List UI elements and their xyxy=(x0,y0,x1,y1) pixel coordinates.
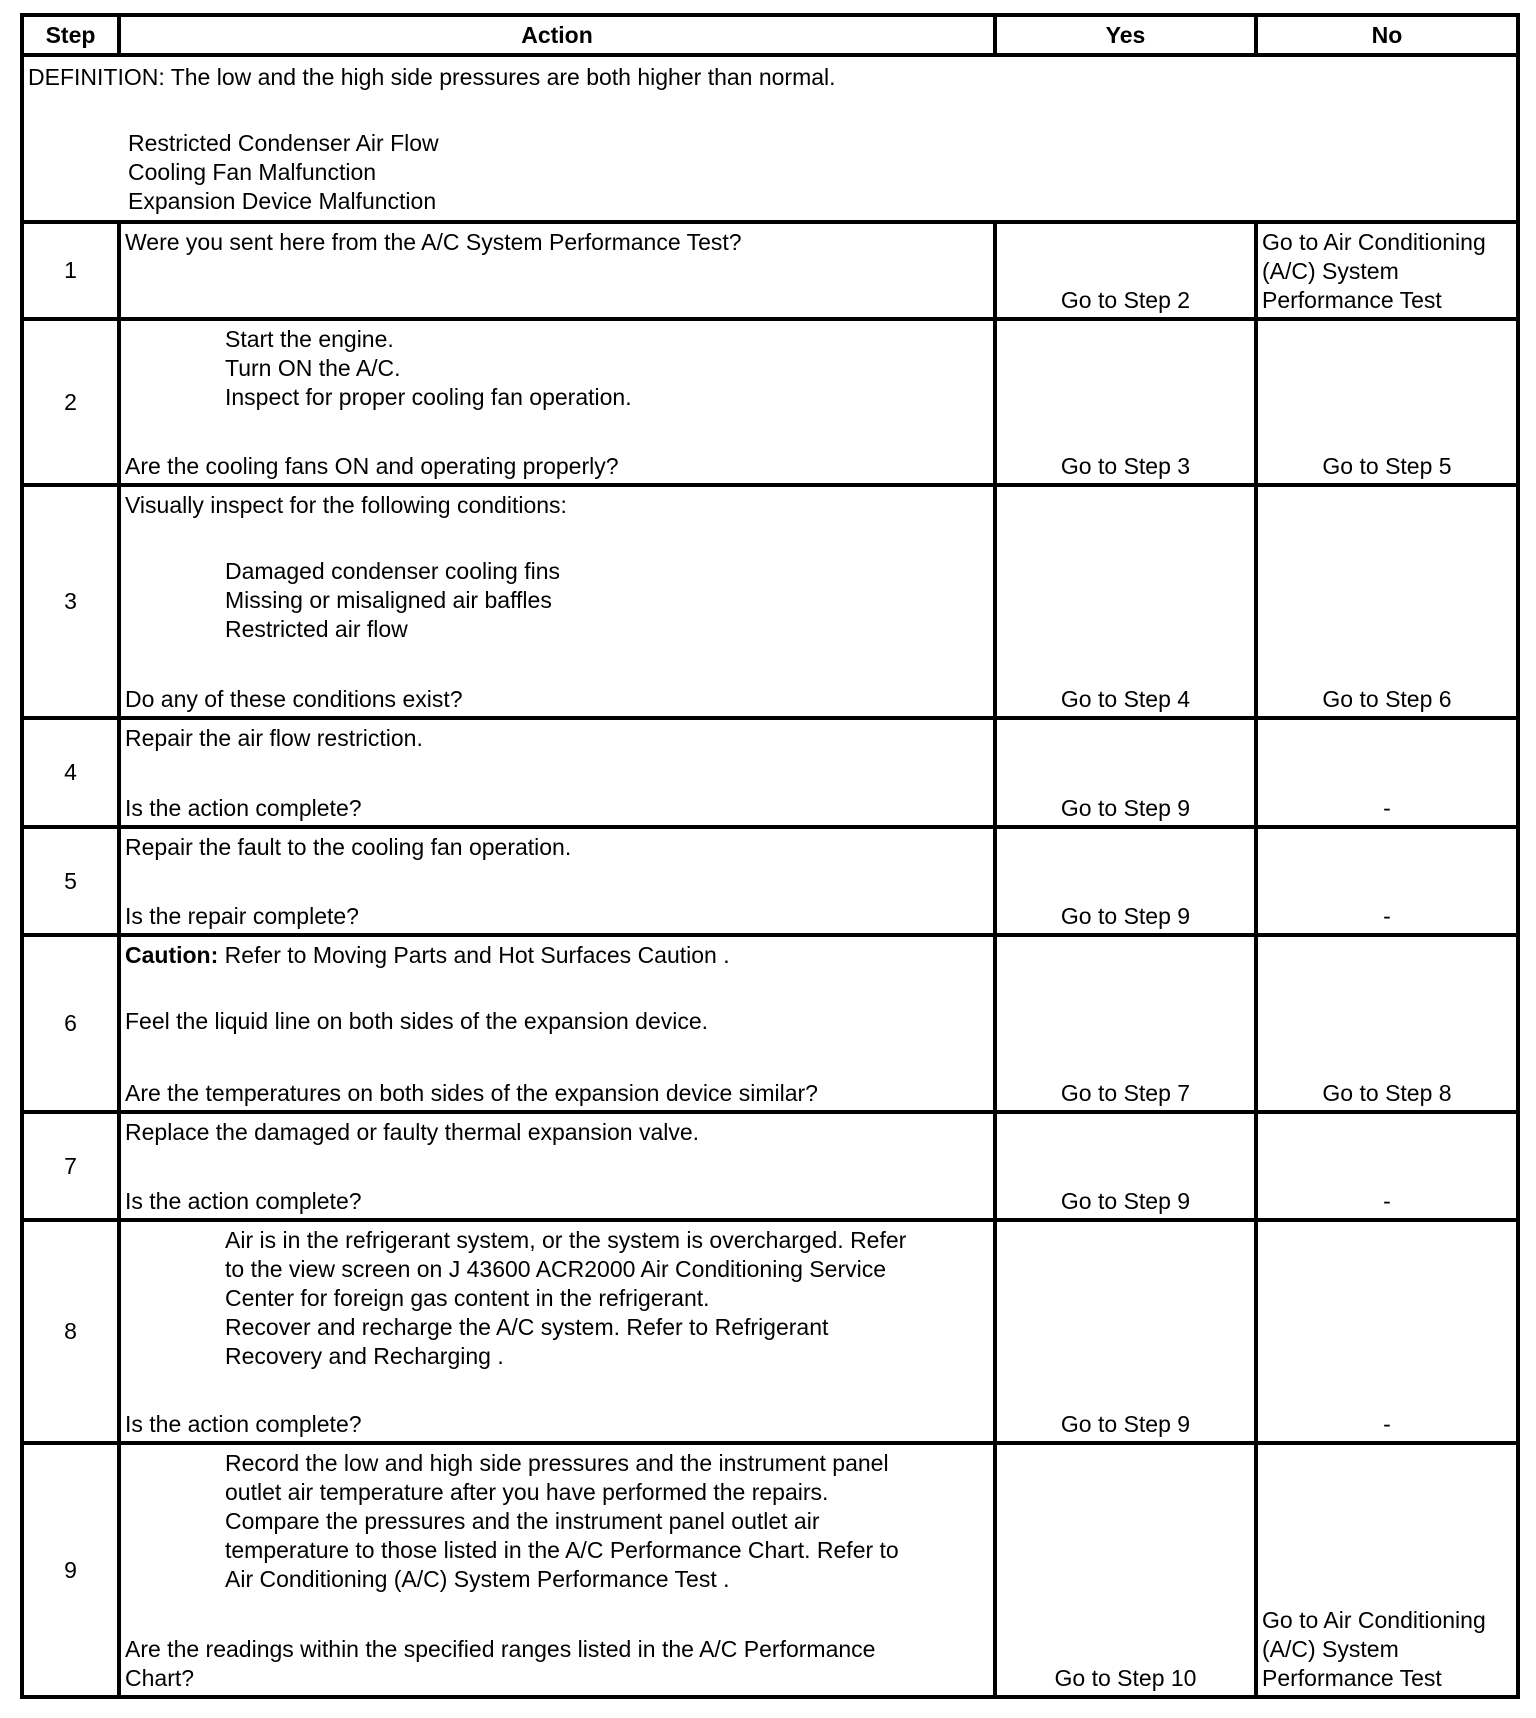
action-question: Chart? xyxy=(125,1665,195,1691)
no-link-line: Performance Test xyxy=(1262,287,1442,313)
step-number: 1 xyxy=(22,222,119,319)
caution-link[interactable]: Refer to Moving Parts and Hot Surfaces Caution . xyxy=(218,942,730,968)
no-dash: - xyxy=(1383,903,1391,929)
action-cell xyxy=(119,319,995,485)
yes-link[interactable]: Go to Step 2 xyxy=(1060,287,1191,313)
header-no: No xyxy=(1256,15,1518,55)
no-link-line: (A/C) System xyxy=(1262,1636,1399,1662)
no-cell xyxy=(1256,222,1518,319)
action-bullet: Compare the pressures and the instrument panel outlet air xyxy=(225,1508,820,1534)
no-cell xyxy=(1256,935,1518,1112)
header-step: Step xyxy=(22,15,119,55)
action-question: Is the action complete? xyxy=(125,1411,362,1437)
action-bullet: Restricted air flow xyxy=(225,616,408,642)
no-link-line: Go to Air Conditioning xyxy=(1262,229,1486,255)
no-cell xyxy=(1256,485,1518,718)
cause-item: Expansion Device Malfunction xyxy=(128,188,437,214)
yes-link[interactable]: Go to Step 7 xyxy=(1060,1080,1191,1106)
yes-link[interactable]: Go to Step 9 xyxy=(1060,903,1191,929)
action-bullet: Center for foreign gas content in the refrigerant. xyxy=(225,1285,710,1311)
action-question: Are the temperatures on both sides of the expansion device similar? xyxy=(125,1080,818,1106)
action-cell xyxy=(119,718,995,827)
yes-link[interactable]: Go to Step 9 xyxy=(1060,1411,1191,1437)
action-bullet: outlet air temperature after you have performed the repairs. xyxy=(225,1479,829,1505)
yes-cell xyxy=(995,827,1256,935)
no-cell xyxy=(1256,827,1518,935)
no-link[interactable]: Go to Step 5 xyxy=(1322,453,1452,479)
step-row xyxy=(22,222,1518,319)
caution-label: Caution: xyxy=(125,942,219,968)
no-cell xyxy=(1256,718,1518,827)
cause-item: Restricted Condenser Air Flow xyxy=(128,130,439,156)
action-cell xyxy=(119,1220,995,1443)
no-link-line: (A/C) System xyxy=(1262,258,1399,284)
action-text: Replace the damaged or faulty thermal expansion valve. xyxy=(125,1119,700,1145)
cause-list xyxy=(28,129,1512,216)
cause-item: Cooling Fan Malfunction xyxy=(128,159,377,185)
action-question: Are the readings within the specified ranges listed in the A/C Performance xyxy=(125,1636,876,1662)
header-yes: Yes xyxy=(995,15,1256,55)
no-link-line: Performance Test xyxy=(1262,1665,1442,1691)
yes-link[interactable]: Go to Step 3 xyxy=(1060,453,1191,479)
step-row xyxy=(22,718,1518,827)
step-number: 5 xyxy=(22,827,119,935)
step-row xyxy=(22,935,1518,1112)
yes-cell xyxy=(995,485,1256,718)
action-question: Is the action complete? xyxy=(125,1188,362,1214)
step-number: 3 xyxy=(22,485,119,718)
no-link[interactable] xyxy=(1262,228,1514,315)
action-cell xyxy=(119,1112,995,1220)
action-bullet: Damaged condenser cooling fins xyxy=(225,558,560,584)
diagnostic-table xyxy=(20,13,1520,1699)
action-text: Repair the fault to the cooling fan operation. xyxy=(125,834,572,860)
yes-cell xyxy=(995,222,1256,319)
no-cell xyxy=(1256,1443,1518,1697)
step-row xyxy=(22,485,1518,718)
action-bullet: Air is in the refrigerant system, or the system is overcharged. Refer xyxy=(225,1227,907,1253)
step-number: 2 xyxy=(22,319,119,485)
action-question: Is the repair complete? xyxy=(125,903,359,929)
yes-cell xyxy=(995,1112,1256,1220)
no-cell xyxy=(1256,1220,1518,1443)
step-row xyxy=(22,319,1518,485)
action-bullet: Record the low and high side pressures and the instrument panel xyxy=(225,1450,889,1476)
no-cell xyxy=(1256,319,1518,485)
action-bullet: Recovery and Recharging . xyxy=(225,1343,504,1369)
action-text: Feel the liquid line on both sides of the expansion device. xyxy=(125,1008,709,1034)
yes-link[interactable]: Go to Step 4 xyxy=(1060,686,1191,712)
action-bullet: Inspect for proper cooling fan operation. xyxy=(225,384,632,410)
action-text: Visually inspect for the following conditions: xyxy=(125,492,567,518)
yes-cell xyxy=(995,1443,1256,1697)
action-bullet: Start the engine. xyxy=(225,326,394,352)
action-text: Repair the air flow restriction. xyxy=(125,725,423,751)
yes-cell xyxy=(995,718,1256,827)
step-number: 6 xyxy=(22,935,119,1112)
no-dash: - xyxy=(1383,1188,1391,1214)
step-number: 4 xyxy=(22,718,119,827)
action-bullet: Air Conditioning (A/C) System Performance Test . xyxy=(225,1566,730,1592)
action-cell xyxy=(119,1443,995,1697)
no-cell xyxy=(1256,1112,1518,1220)
step-number: 9 xyxy=(22,1443,119,1697)
action-bullet: to the view screen on J 43600 ACR2000 Air Conditioning Service xyxy=(225,1256,887,1282)
action-cell xyxy=(119,935,995,1112)
action-text: Were you sent here from the A/C System Performance Test? xyxy=(125,229,742,255)
definition-row xyxy=(22,55,1518,222)
caution-note xyxy=(125,941,989,970)
no-link[interactable] xyxy=(1262,1606,1514,1693)
no-link[interactable]: Go to Step 6 xyxy=(1322,686,1452,712)
header-row xyxy=(22,15,1518,55)
action-bullet: temperature to those listed in the A/C Performance Chart. Refer to xyxy=(225,1537,899,1563)
step-row xyxy=(22,1220,1518,1443)
yes-link[interactable]: Go to Step 10 xyxy=(1054,1665,1197,1691)
no-dash: - xyxy=(1383,1411,1391,1437)
action-question: Are the cooling fans ON and operating properly? xyxy=(125,453,619,479)
yes-link[interactable]: Go to Step 9 xyxy=(1060,1188,1191,1214)
no-link-line: Go to Air Conditioning xyxy=(1262,1607,1486,1633)
step-row xyxy=(22,1112,1518,1220)
yes-cell xyxy=(995,319,1256,485)
definition-cell xyxy=(22,55,1518,222)
no-link[interactable]: Go to Step 8 xyxy=(1322,1080,1452,1106)
action-question: Do any of these conditions exist? xyxy=(125,686,463,712)
action-cell xyxy=(119,827,995,935)
step-number: 7 xyxy=(22,1112,119,1220)
action-cell xyxy=(119,485,995,718)
action-bullet: Recover and recharge the A/C system. Refer to Refrigerant xyxy=(225,1314,829,1340)
action-bullet: Missing or misaligned air baffles xyxy=(225,587,552,613)
no-dash: - xyxy=(1383,795,1391,821)
definition-text: DEFINITION: The low and the high side pressures are both higher than normal. xyxy=(28,64,836,90)
yes-cell xyxy=(995,935,1256,1112)
step-number: 8 xyxy=(22,1220,119,1443)
step-row xyxy=(22,827,1518,935)
action-bullet: Turn ON the A/C. xyxy=(225,355,401,381)
yes-cell xyxy=(995,1220,1256,1443)
step-row xyxy=(22,1443,1518,1697)
action-question: Is the action complete? xyxy=(125,795,362,821)
yes-link[interactable]: Go to Step 9 xyxy=(1060,795,1191,821)
action-cell xyxy=(119,222,995,319)
header-action: Action xyxy=(119,15,995,55)
